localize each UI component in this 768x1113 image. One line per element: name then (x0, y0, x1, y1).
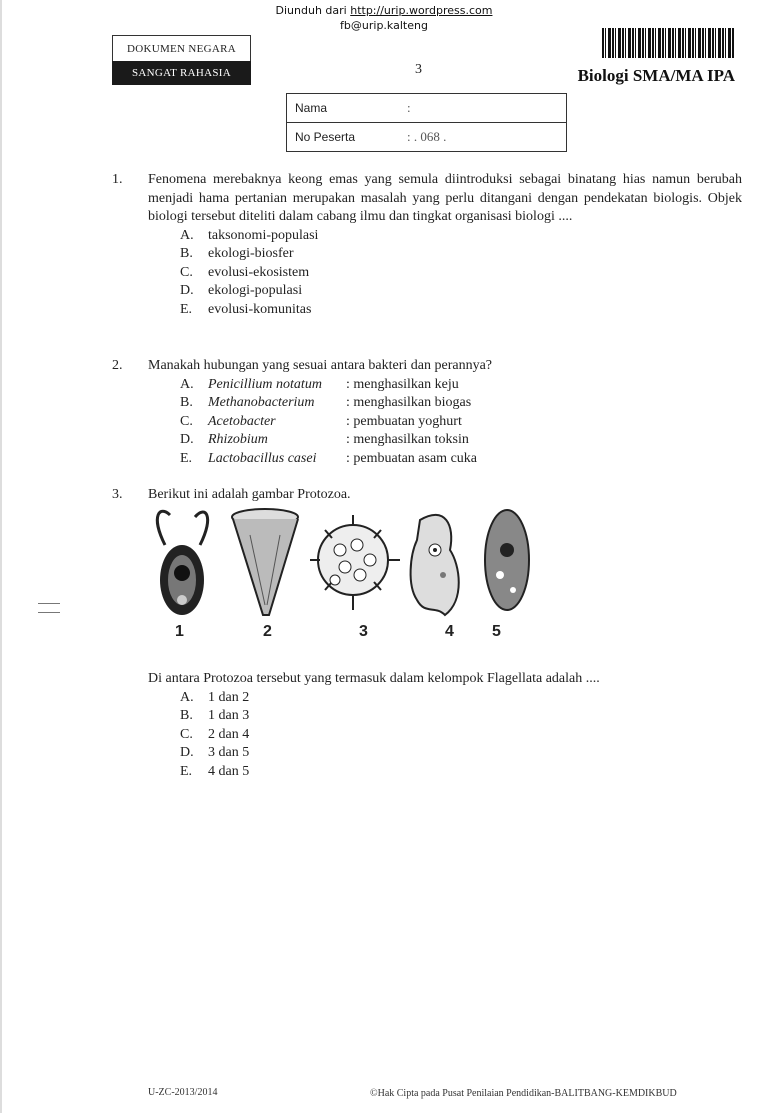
figure-label-3: 3 (359, 623, 368, 640)
option-text: : pembuatan asam cuka (346, 450, 478, 466)
option (180, 763, 742, 782)
question-number: 2. (112, 358, 123, 373)
option-text: : pembuatan yoghurt (346, 413, 462, 429)
option-letter: A. (180, 227, 194, 243)
option-letter: D. (180, 432, 194, 447)
options-list (180, 689, 742, 782)
participant-value: : . 068 . (407, 129, 447, 144)
secrecy-stamp: SANGAT RAHASIA (112, 61, 251, 85)
option-text: : menghasilkan keju (346, 376, 459, 392)
option-text: ekologi-biosfer (208, 246, 294, 261)
figure-label-4: 4 (445, 623, 454, 640)
species-name: Acetobacter (208, 413, 276, 429)
protozoa-drawings (145, 505, 555, 620)
option-letter: E. (180, 763, 193, 779)
option-letter: B. (180, 246, 193, 261)
option-text: 1 dan 2 (208, 689, 250, 705)
option-letter: A. (180, 376, 194, 392)
source-line-2: fb@urip.kalteng (340, 19, 428, 32)
source-prefix: Diunduh dari (275, 4, 351, 17)
question-number: 1. (112, 172, 123, 187)
option (180, 245, 742, 264)
participant-label: No Peserta (295, 130, 356, 144)
option-letter: B. (180, 708, 193, 723)
barcode-icon (602, 28, 735, 58)
option-text: 1 dan 3 (208, 708, 250, 723)
option-letter: E. (180, 450, 193, 466)
option (180, 707, 742, 726)
source-line-1 (0, 4, 768, 17)
option-letter: C. (180, 726, 193, 742)
option (180, 394, 742, 413)
followup-text: Di antara Protozoa tersebut yang termasuk dalam kelompok Flagellata adalah .... (148, 671, 600, 686)
species-name: Penicillium notatum (208, 376, 322, 392)
option-letter: A. (180, 689, 194, 705)
scan-edge (0, 0, 2, 1113)
option-letter: C. (180, 413, 193, 429)
option-text: evolusi-ekosistem (208, 264, 310, 280)
options-list (180, 227, 742, 320)
option-letter: D. (180, 283, 194, 298)
option (180, 689, 742, 708)
page-number: 3 (415, 62, 422, 77)
option (180, 264, 742, 283)
question-1 (112, 171, 742, 319)
participant-row (287, 122, 566, 151)
option-text: ekologi-populasi (208, 283, 303, 298)
figure-label-5: 5 (492, 623, 501, 640)
species-name: Lactobacillus casei (208, 450, 317, 466)
question-3-followup (112, 670, 742, 781)
option-letter: D. (180, 745, 194, 760)
species-name: Rhizobium (208, 432, 268, 447)
protozoa-2-drawing (232, 509, 298, 615)
margin-mark (38, 603, 60, 613)
option (180, 227, 742, 246)
option-text: : menghasilkan biogas (346, 395, 472, 410)
option-text: evolusi-komunitas (208, 301, 312, 317)
identity-box (286, 93, 567, 152)
options-list (180, 376, 742, 469)
protozoa-figure (145, 505, 555, 645)
name-row (287, 94, 566, 122)
option-text: 2 dan 4 (208, 726, 250, 742)
option-text: 4 dan 5 (208, 763, 250, 779)
protozoa-3-drawing (310, 515, 400, 610)
option-letter: E. (180, 301, 193, 317)
option (180, 282, 742, 301)
question-3 (112, 486, 742, 505)
question-text: Manakah hubungan yang sesuai antara bakteri dan perannya? (148, 358, 493, 373)
option-text: : menghasilkan toksin (346, 432, 469, 447)
question-2 (112, 357, 742, 468)
option (180, 301, 742, 320)
option (180, 744, 742, 763)
option-text: taksonomi-populasi (208, 227, 319, 243)
question-number: 3. (112, 487, 123, 502)
option-letter: C. (180, 264, 193, 280)
protozoa-1-drawing (157, 511, 207, 615)
option (180, 450, 742, 469)
protozoa-5-drawing (485, 510, 529, 610)
option-letter: B. (180, 395, 193, 410)
footer-copyright: ©Hak Cipta pada Pusat Penilaian Pendidikan-BALITBANG-KEMDIKBUD (370, 1088, 677, 1099)
option (180, 376, 742, 395)
species-name: Methanobacterium (208, 395, 315, 410)
figure-label-1: 1 (175, 623, 184, 640)
option (180, 726, 742, 745)
protozoa-4-drawing (411, 515, 459, 615)
option (180, 413, 742, 432)
figure-label-2: 2 (263, 623, 272, 640)
option (180, 431, 742, 450)
name-value: : (407, 100, 411, 115)
option-text: 3 dan 5 (208, 745, 250, 760)
classification-stamp: DOKUMEN NEGARA (112, 35, 251, 62)
source-link[interactable]: http://urip.wordpress.com (350, 4, 493, 17)
question-text: Berikut ini adalah gambar Protozoa. (148, 487, 351, 502)
question-text: Fenomena merebaknya keong emas yang semula diintroduksi sebagai binatang hias namun berubah menjadi hama pertanian merupakan masalah yang perlu ditangani dengan pendekatan biologis. Objek biologi tersebut diteliti dalam cabang ilmu dan tingkat organisasi biologi .... (148, 172, 742, 224)
subject-title: Biologi SMA/MA IPA (577, 66, 735, 85)
name-label: Nama (295, 101, 328, 115)
footer-code: U-ZC-2013/2014 (148, 1087, 218, 1098)
